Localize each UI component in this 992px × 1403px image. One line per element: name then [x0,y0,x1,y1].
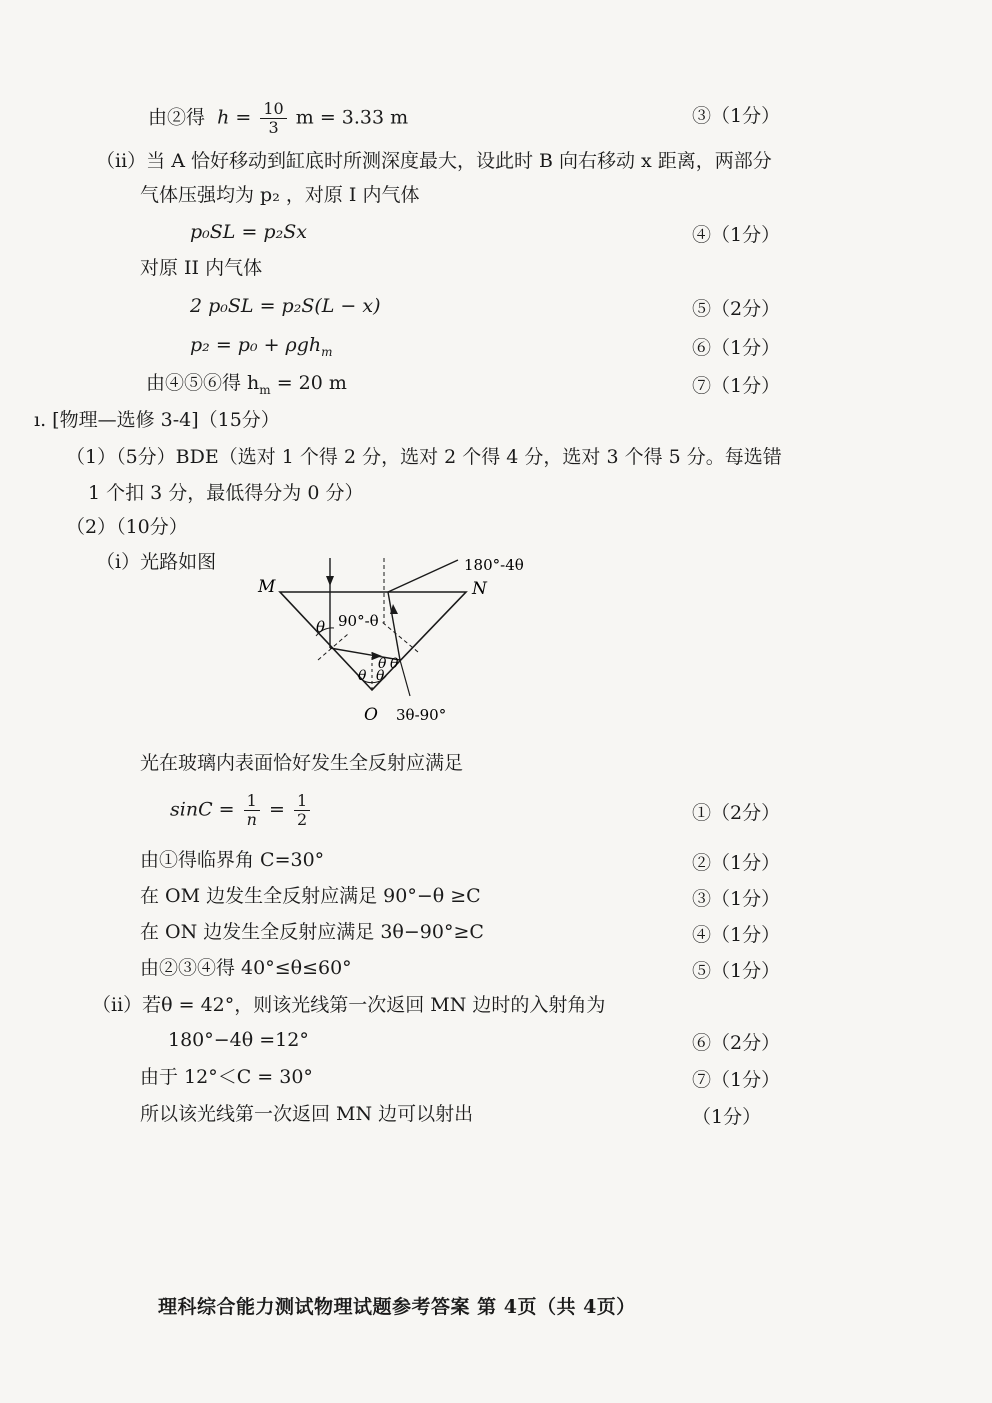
text: p₂ = p₀ + ρgh [190,334,322,356]
line-om: 在 OM 边发生全反射应满足 90°−θ ≥C [140,885,481,907]
reflected-ray-2 [388,592,400,660]
line-total-reflection: 光在玻璃内表面恰好发生全反射应满足 [140,752,464,774]
score-mark: ②（1分） [692,852,781,874]
eq-sign: = [235,106,252,129]
label-o: O [364,705,378,725]
line-pressure: 气体压强均为 p₂ ，对原 I 内气体 [140,184,420,206]
label-3theta-90: 3θ-90° [396,706,447,724]
var-h: h [217,106,230,129]
score-mark: ③（1分） [692,105,781,127]
page-footer: 理科综合能力测试物理试题参考答案 第 4页（共 4页） [158,1296,636,1318]
numerator: 10 [260,100,286,119]
line-part2: （2）（10分） [66,516,188,538]
equation-sinc [170,792,313,829]
line-on: 在 ON 边发生全反射应满足 3θ−90°≥C [140,921,484,943]
line-angle-12: 180°−4θ =12° [168,1029,309,1051]
score-mark: ③（1分） [692,888,781,910]
score-mark: ⑤（1分） [692,960,781,982]
equation-4: p₀SL = p₂Sx [190,221,307,243]
label-theta: θ [390,656,399,672]
score-mark: ⑤（2分） [692,298,781,320]
optics-diagram [250,548,550,728]
fraction-1-n [244,792,260,829]
label-theta: θ [376,668,385,684]
label-theta: θ [358,668,367,684]
line-light-path: （i）光路如图 [96,551,217,573]
line-conclusion: 所以该光线第一次返回 MN 边可以射出 [140,1103,474,1125]
line-critical-angle: 由①得临界角 C=30° [140,849,325,871]
eq-sign: = [268,798,285,821]
label-m: M [258,577,276,597]
denominator: 2 [296,810,308,829]
text: 由④⑤⑥得 h [146,372,260,394]
equation-6 [190,333,333,364]
score-mark: ①（2分） [692,802,781,824]
pointer-line [390,562,458,600]
label-180-4theta: 180°-4θ [464,556,524,574]
pointer-line [400,660,410,696]
exit-ray [388,560,458,592]
line-compare: 由于 12°＜C = 30° [140,1066,313,1088]
text: sinC = [170,798,235,821]
value: m = 3.33 m [295,106,409,129]
score-mark: ④（1分） [692,924,781,946]
equation-5: 2 p₀SL = p₂S(L − x) [190,295,381,317]
label-theta: θ [378,656,387,672]
line-result-hm [146,371,347,402]
score-mark: ⑦（1分） [692,1069,781,1091]
line-part1: （1）（5分）BDE（选对 1 个得 2 分，选对 2 个得 4 分，选对 3 个得 5 分。每选错 [66,446,782,468]
denominator: n [246,810,257,829]
line-ii-theta42: （ii）若θ = 42°，则该光线第一次返回 MN 边时的入射角为 [92,994,606,1016]
line-ii-intro: （ii）当 A 恰好移动到缸底时所测深度最大，设此时 B 向右移动 x 距离，两部分 [96,150,772,172]
section-heading: ı. [物理—选修 3-4]（15分） [34,409,280,431]
score-mark: ⑦（1分） [692,375,781,397]
label-theta: θ [316,618,326,636]
subscript: m [259,382,271,397]
denominator: 3 [268,118,279,137]
line-part1-cont: 1 个扣 3 分，最低得分为 0 分） [88,482,364,504]
score-mark: ⑥（2分） [692,1032,781,1054]
label-n: N [472,579,487,599]
fraction-1-2 [294,792,310,829]
normal-line [382,622,418,652]
subscript: m [321,344,333,359]
score-mark: （1分） [692,1106,762,1128]
value: = 20 m [270,372,347,394]
numerator: 1 [294,792,310,811]
score-mark: ④（1分） [692,224,781,246]
fraction-10-3 [260,100,286,137]
prism-triangle [280,592,466,690]
line-range: 由②③④得 40°≤θ≤60° [140,957,352,979]
line-result-h [148,100,408,137]
text: 由②得 [148,106,206,129]
line-gas-ii: 对原 II 内气体 [140,257,263,279]
label-90-theta: 90°-θ [338,612,379,630]
numerator: 1 [244,792,260,811]
arrow-icon [326,576,334,586]
score-mark: ⑥（1分） [692,337,781,359]
